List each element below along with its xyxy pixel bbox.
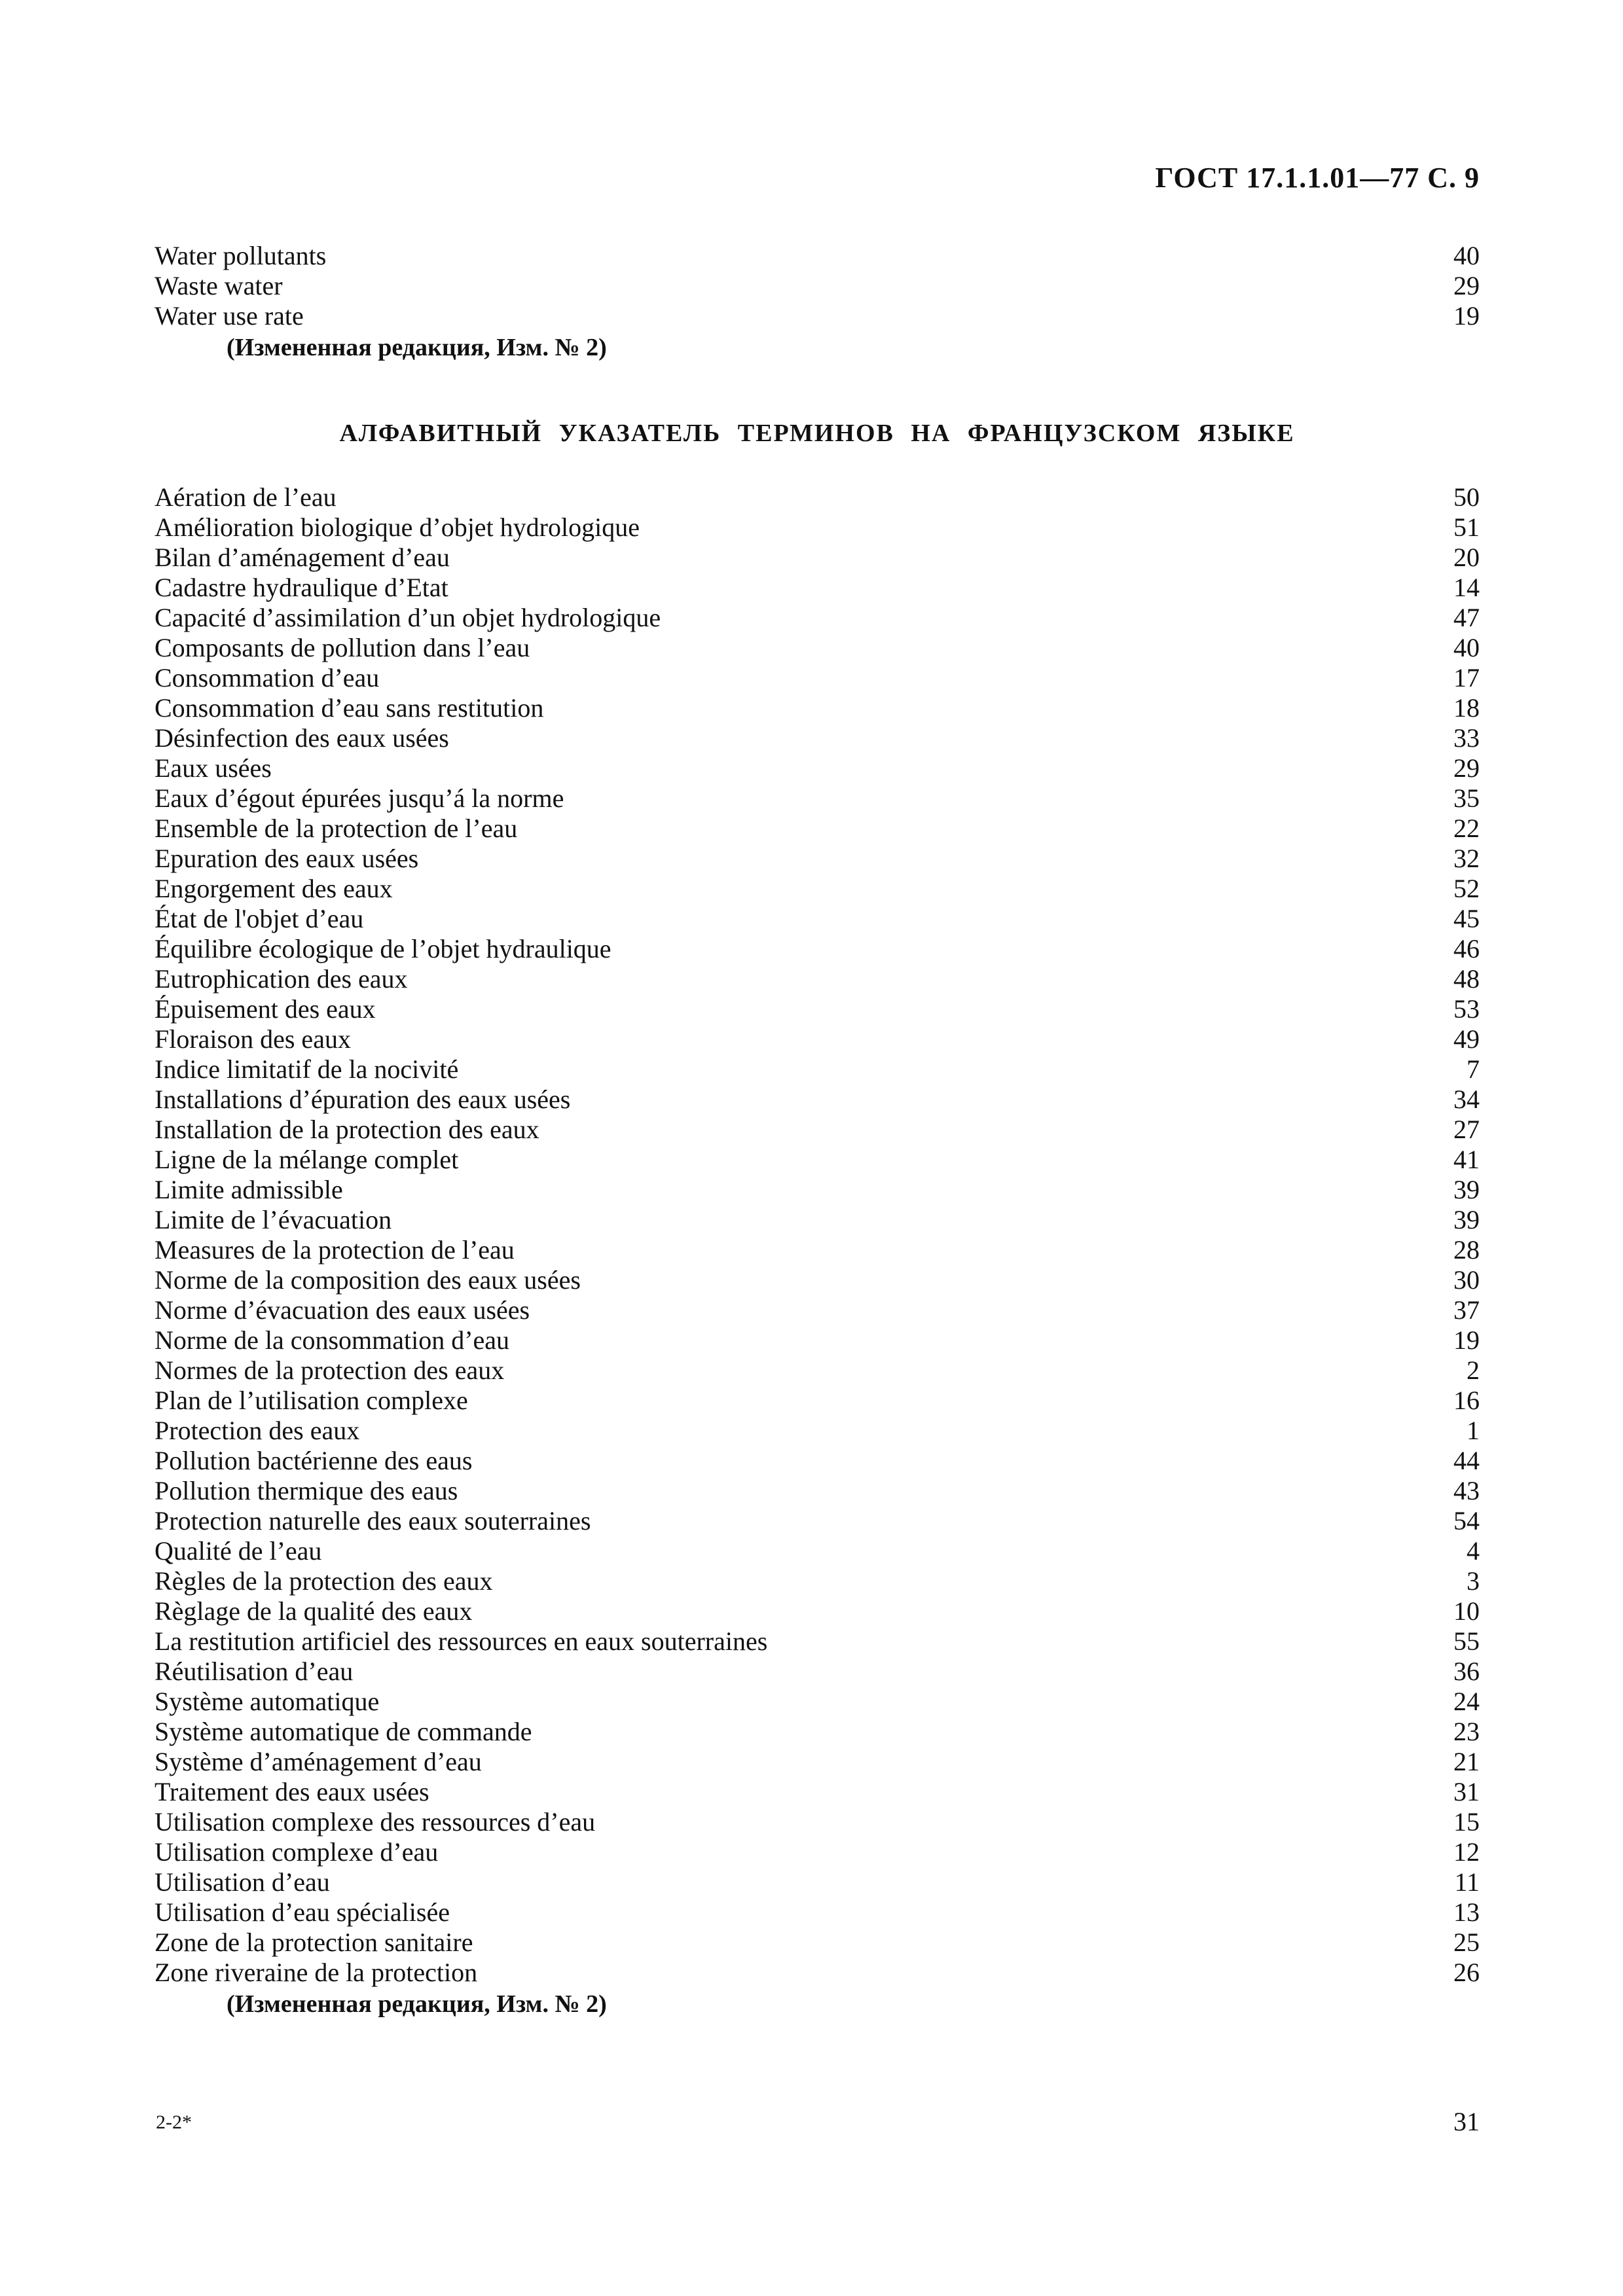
index-entry <box>155 1536 1480 1566</box>
index-entry-number: 23 <box>1453 1717 1480 1746</box>
index-entry <box>155 1897 1480 1928</box>
revision-note: (Измененная редакция, Изм. № 2) <box>227 334 607 361</box>
index-entry <box>155 1596 1480 1626</box>
index-entry <box>155 1265 1480 1295</box>
index-entry <box>155 1958 1480 1988</box>
index-entry-term: Normes de la protection des eaux <box>155 1355 505 1385</box>
index-entry <box>155 1024 1480 1054</box>
index-entry-number: 29 <box>1453 753 1480 783</box>
index-entry <box>155 1717 1480 1747</box>
index-entry-number: 25 <box>1453 1928 1480 1957</box>
index-entry <box>155 543 1480 573</box>
french-index-list <box>155 482 1480 2020</box>
index-entry-term: Floraison des eaux <box>155 1024 351 1054</box>
index-entry-number: 31 <box>1453 1777 1480 1806</box>
index-entry-number: 11 <box>1454 1867 1480 1897</box>
index-entry-term: Norme de la composition des eaux usées <box>155 1265 581 1295</box>
index-entry <box>155 1175 1480 1205</box>
index-entry-number: 32 <box>1453 844 1480 873</box>
index-entry-term: Plan de l’utilisation complexe <box>155 1386 468 1415</box>
index-entry-number: 30 <box>1453 1265 1480 1295</box>
index-entry-number: 53 <box>1453 994 1480 1024</box>
index-entry-term: Eaux d’égout épurées jusqu’á la norme <box>155 783 564 813</box>
index-entry-term: Consommation d’eau sans restitution <box>155 693 544 723</box>
index-entry <box>155 1325 1480 1355</box>
index-entry <box>155 1115 1480 1145</box>
index-entry <box>155 1687 1480 1717</box>
index-entry <box>155 693 1480 723</box>
index-entry-number: 18 <box>1453 693 1480 723</box>
index-entry <box>155 1205 1480 1235</box>
index-entry-term: Indice limitatif de la nocivité <box>155 1054 459 1084</box>
index-entry <box>155 1657 1480 1687</box>
footer-sheet-mark: 2-2* <box>156 2111 192 2133</box>
index-entry-term: Épuisement des eaux <box>155 994 376 1024</box>
index-entry-number: 43 <box>1453 1476 1480 1505</box>
index-entry-number: 21 <box>1453 1747 1480 1776</box>
index-entry <box>155 814 1480 844</box>
index-entry <box>155 633 1480 663</box>
index-entry-term: La restitution artificiel des ressources en eaux souterraines <box>155 1626 768 1656</box>
index-entry-number: 40 <box>1453 633 1480 662</box>
index-entry-term: Eutrophication des eaux <box>155 964 408 994</box>
index-entry <box>155 1145 1480 1175</box>
index-entry <box>155 512 1480 543</box>
revision-note: (Измененная редакция, Изм. № 2) <box>227 1990 607 2018</box>
index-entry <box>155 1386 1480 1416</box>
index-entry-term: Measures de la protection de l’eau <box>155 1235 515 1265</box>
index-entry-term: Désinfection des eaux usées <box>155 723 449 753</box>
index-entry <box>155 1054 1480 1085</box>
index-entry <box>155 573 1480 603</box>
index-entry-term: Protection des eaux <box>155 1416 360 1445</box>
index-entry-number: 34 <box>1453 1085 1480 1114</box>
index-entry-term: Système automatique de commande <box>155 1717 532 1746</box>
index-entry-number: 55 <box>1453 1626 1480 1656</box>
index-entry-term: Cadastre hydraulique d’Etat <box>155 573 448 602</box>
index-entry-term: État de l'objet d’eau <box>155 904 364 933</box>
index-entry <box>155 1235 1480 1265</box>
index-entry-number: 13 <box>1453 1897 1480 1927</box>
index-entry <box>155 964 1480 994</box>
index-entry <box>155 1085 1480 1115</box>
index-entry-term: Engorgement des eaux <box>155 874 393 903</box>
index-entry-number: 46 <box>1453 934 1480 963</box>
index-entry-term: Water pollutants <box>155 241 327 270</box>
index-entry <box>155 874 1480 904</box>
index-entry-term: Amélioration biologique d’objet hydrologique <box>155 512 640 542</box>
index-entry <box>155 663 1480 693</box>
index-entry-term: Zone de la protection sanitaire <box>155 1928 473 1957</box>
index-entry-term: Limite de l’évacuation <box>155 1205 392 1234</box>
index-entry-number: 3 <box>1467 1566 1480 1596</box>
index-entry-number: 45 <box>1453 904 1480 933</box>
index-entry-number: 22 <box>1453 814 1480 843</box>
index-entry-term: Traitement des eaux usées <box>155 1777 429 1806</box>
index-entry-term: Pollution thermique des eaus <box>155 1476 458 1505</box>
index-entry-number: 29 <box>1453 271 1480 300</box>
index-entry <box>155 934 1480 964</box>
index-entry-term: Consommation d’eau <box>155 663 380 692</box>
index-entry <box>155 1837 1480 1867</box>
index-entry-number: 39 <box>1453 1205 1480 1234</box>
index-entry <box>155 301 1480 331</box>
index-entry-term: Limite admissible <box>155 1175 343 1204</box>
index-entry-number: 26 <box>1453 1958 1480 1987</box>
index-entry-term: Ligne de la mélange complet <box>155 1145 459 1174</box>
index-entry-number: 50 <box>1453 482 1480 512</box>
index-entry-number: 49 <box>1453 1024 1480 1054</box>
index-entry-term: Système d’aménagement d’eau <box>155 1747 482 1776</box>
index-entry <box>155 603 1480 633</box>
index-entry <box>155 994 1480 1024</box>
index-entry-number: 36 <box>1453 1657 1480 1686</box>
index-entry <box>155 1295 1480 1325</box>
index-entry <box>155 1928 1480 1958</box>
index-entry-term: Règles de la protection des eaux <box>155 1566 493 1596</box>
index-entry-term: Utilisation d’eau spécialisée <box>155 1897 450 1927</box>
index-entry-term: Aération de l’eau <box>155 482 337 512</box>
index-entry <box>155 1747 1480 1777</box>
index-entry-number: 17 <box>1453 663 1480 692</box>
index-entry-term: Utilisation complexe des ressources d’eau <box>155 1807 596 1837</box>
index-entry-term: Installations d’épuration des eaux usées <box>155 1085 571 1114</box>
index-entry-term: Zone riveraine de la protection <box>155 1958 478 1987</box>
index-entry-number: 19 <box>1453 1325 1480 1355</box>
index-entry-term: Installation de la protection des eaux <box>155 1115 539 1144</box>
index-entry-term: Système automatique <box>155 1687 380 1716</box>
index-entry-term: Protection naturelle des eaux souterraines <box>155 1506 591 1535</box>
index-entry <box>155 844 1480 874</box>
index-entry <box>155 1626 1480 1657</box>
index-entry-term: Water use rate <box>155 301 304 331</box>
index-entry-number: 19 <box>1453 301 1480 331</box>
index-entry-number: 48 <box>1453 964 1480 994</box>
index-entry-number: 37 <box>1453 1295 1480 1325</box>
index-entry <box>155 241 1480 271</box>
index-entry <box>155 271 1480 301</box>
index-entry <box>155 1566 1480 1596</box>
index-entry <box>155 904 1480 934</box>
index-entry <box>155 753 1480 783</box>
index-entry-number: 16 <box>1453 1386 1480 1415</box>
index-entry-number: 14 <box>1453 573 1480 602</box>
index-entry-number: 54 <box>1453 1506 1480 1535</box>
index-entry-term: Capacité d’assimilation d’un objet hydrologique <box>155 603 661 632</box>
index-entry-number: 33 <box>1453 723 1480 753</box>
index-entry <box>155 1476 1480 1506</box>
index-entry-number: 1 <box>1467 1416 1480 1445</box>
index-entry-number: 44 <box>1453 1446 1480 1475</box>
index-entry-number: 41 <box>1453 1145 1480 1174</box>
index-entry-number: 4 <box>1467 1536 1480 1566</box>
french-index-title: АЛФАВИТНЫЙ УКАЗАТЕЛЬ ТЕРМИНОВ НА ФРАНЦУЗСКОМ ЯЗЫКЕ <box>339 420 1295 447</box>
index-entry-number: 52 <box>1453 874 1480 903</box>
index-entry-number: 20 <box>1453 543 1480 572</box>
index-entry-term: Réutilisation d’eau <box>155 1657 354 1686</box>
index-entry-term: Epuration des eaux usées <box>155 844 419 873</box>
index-entry-term: Pollution bactérienne des eaus <box>155 1446 473 1475</box>
index-entry-term: Waste water <box>155 271 283 300</box>
index-entry-number: 12 <box>1453 1837 1480 1867</box>
index-entry-number: 2 <box>1467 1355 1480 1385</box>
index-entry-term: Ensemble de la protection de l’eau <box>155 814 518 843</box>
index-entry <box>155 1416 1480 1446</box>
index-entry <box>155 1777 1480 1807</box>
index-entry-term: Norme d’évacuation des eaux usées <box>155 1295 530 1325</box>
index-entry <box>155 783 1480 814</box>
index-entry <box>155 1506 1480 1536</box>
index-entry-number: 10 <box>1453 1596 1480 1626</box>
footer-page-number: 31 <box>1453 2107 1480 2136</box>
index-entry <box>155 723 1480 753</box>
index-entry-term: Utilisation d’eau <box>155 1867 330 1897</box>
index-entry-term: Utilisation complexe d’eau <box>155 1837 439 1867</box>
english-index-tail <box>155 241 1480 364</box>
index-entry-number: 15 <box>1453 1807 1480 1837</box>
index-entry <box>155 482 1480 512</box>
index-entry-term: Composants de pollution dans l’eau <box>155 633 530 662</box>
index-entry-term: Qualité de l’eau <box>155 1536 322 1566</box>
index-entry-number: 24 <box>1453 1687 1480 1716</box>
index-entry-number: 40 <box>1453 241 1480 270</box>
index-entry-number: 27 <box>1453 1115 1480 1144</box>
index-entry-number: 39 <box>1453 1175 1480 1204</box>
index-entry-number: 35 <box>1453 783 1480 813</box>
index-entry-number: 47 <box>1453 603 1480 632</box>
index-entry-term: Bilan d’aménagement d’eau <box>155 543 450 572</box>
index-entry <box>155 1355 1480 1386</box>
index-entry-number: 7 <box>1467 1054 1480 1084</box>
index-entry-term: Règlage de la qualité des eaux <box>155 1596 473 1626</box>
index-entry-term: Équilibre écologique de l’objet hydraulique <box>155 934 611 963</box>
index-entry <box>155 1807 1480 1837</box>
index-entry-term: Eaux usées <box>155 753 272 783</box>
index-entry-term: Norme de la consommation d’eau <box>155 1325 510 1355</box>
index-entry-number: 51 <box>1453 512 1480 542</box>
index-entry <box>155 1446 1480 1476</box>
index-entry <box>155 1867 1480 1897</box>
page-header-title: ГОСТ 17.1.1.01—77 С. 9 <box>1155 162 1480 194</box>
index-entry-number: 28 <box>1453 1235 1480 1265</box>
